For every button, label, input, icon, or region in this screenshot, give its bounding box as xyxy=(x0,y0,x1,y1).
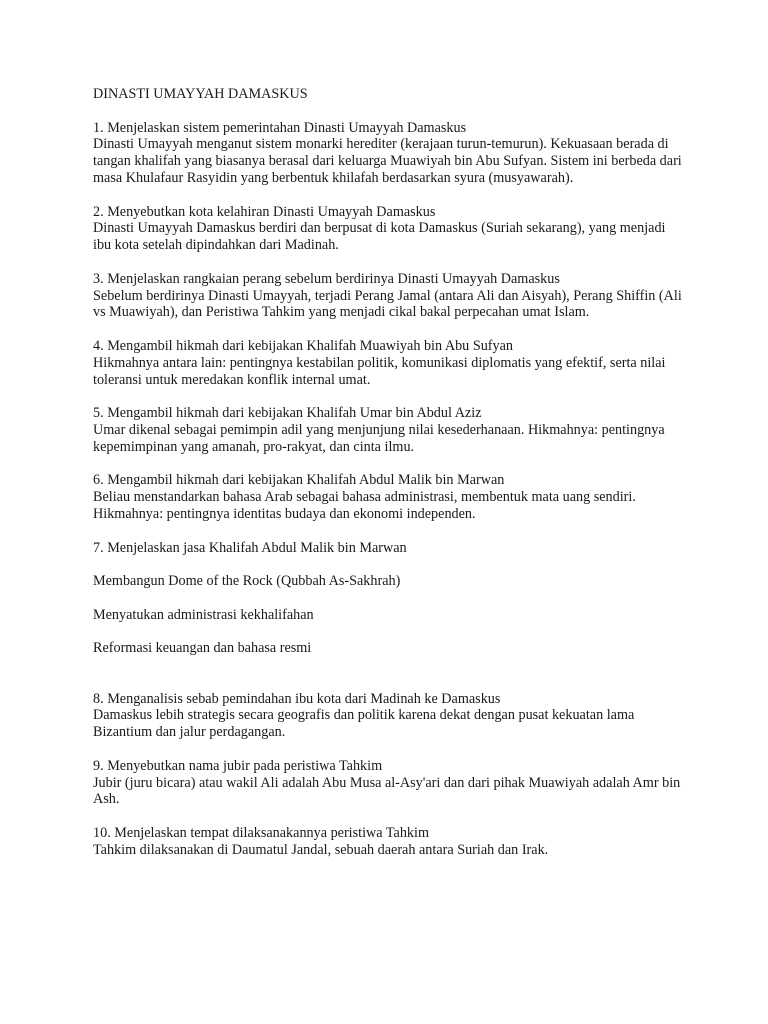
section-heading: 7. Menjelaskan jasa Khalifah Abdul Malik bin Marwan xyxy=(93,539,407,556)
section-2 xyxy=(93,204,683,254)
list-item: Reformasi keuangan dan bahasa resmi xyxy=(93,640,312,657)
section-body: Dinasti Umayyah Damaskus berdiri dan berpusat di kota Damaskus (Suriah sekarang), yang menjadi ibu kota setelah dipindahkan dari Madinah. xyxy=(93,220,666,254)
section-6 xyxy=(93,472,683,522)
list-item: Membangun Dome of the Rock (Qubbah As-Sakhrah) xyxy=(93,573,401,590)
section-body: Sebelum berdirinya Dinasti Umayyah, terjadi Perang Jamal (antara Ali dan Aisyah), Perang Shiffin (Ali vs Muawiyah), dan Peristiwa Tahkim yang menjadi cikal bakal perpecahan umat Islam. xyxy=(93,287,682,321)
section-heading: 5. Mengambil hikmah dari kebijakan Khalifah Umar bin Abdul Aziz xyxy=(93,405,482,422)
section-heading: 3. Menjelaskan rangkaian perang sebelum berdirinya Dinasti Umayyah Damaskus xyxy=(93,270,560,287)
list-item: Menyatukan administrasi kekhalifahan xyxy=(93,606,314,623)
section-body: Jubir (juru bicara) atau wakil Ali adalah Abu Musa al-Asy'ari dan dari pihak Muawiyah adalah Amr bin Ash. xyxy=(93,774,681,808)
blank-line xyxy=(93,674,683,691)
section-9 xyxy=(93,758,683,808)
section-heading: 6. Mengambil hikmah dari kebijakan Khalifah Abdul Malik bin Marwan xyxy=(93,472,505,489)
section-body: Dinasti Umayyah menganut sistem monarki herediter (kerajaan turun-temurun). Kekuasaan berada di tangan khalifah yang biasanya berasal dari keluarga Muawiyah bin Abu Sufyan. Sistem ini berbeda dari masa Khulafaur Rasyidin yang berbentuk khilafah berdasarkan syura (musyawarah). xyxy=(93,136,682,186)
section-heading: 9. Menyebutkan nama jubir pada peristiwa Tahkim xyxy=(93,757,383,774)
section-8 xyxy=(93,691,683,741)
section-body: Hikmahnya antara lain: pentingnya kestabilan politik, komunikasi diplomatis yang efektif, serta nilai toleransi untuk meredakan konflik internal umat. xyxy=(93,354,666,388)
section-4 xyxy=(93,338,683,388)
section-heading: 10. Menjelaskan tempat dilaksanakannya peristiwa Tahkim xyxy=(93,825,429,842)
section-heading: 4. Mengambil hikmah dari kebijakan Khalifah Muawiyah bin Abu Sufyan xyxy=(93,337,514,354)
section-heading: 1. Menjelaskan sistem pemerintahan Dinasti Umayyah Damaskus xyxy=(93,119,467,136)
document-title: DINASTI UMAYYAH DAMASKUS xyxy=(93,86,308,102)
section-7 xyxy=(93,540,683,557)
document-page xyxy=(93,86,683,875)
section-heading: 2. Menyebutkan kota kelahiran Dinasti Umayyah Damaskus xyxy=(93,203,436,220)
section-10 xyxy=(93,825,683,859)
section-body: Tahkim dilaksanakan di Daumatul Jandal, sebuah daerah antara Suriah dan Irak. xyxy=(93,841,549,858)
section-heading: 8. Menganalisis sebab pemindahan ibu kota dari Madinah ke Damaskus xyxy=(93,690,501,707)
section-5 xyxy=(93,405,683,455)
section-1 xyxy=(93,120,683,187)
section-body: Beliau menstandarkan bahasa Arab sebagai bahasa administrasi, membentuk mata uang sendiri. Hikmahnya: pentingnya identitas budaya dan ekonomi independen. xyxy=(93,489,636,522)
section-body: Umar dikenal sebagai pemimpin adil yang menjunjung nilai kesederhanaan. Hikmahnya: pentingnya kepemimpinan yang amanah, pro-rakyat, dan cinta ilmu. xyxy=(93,421,665,455)
jasa-list xyxy=(93,573,683,657)
section-3 xyxy=(93,271,683,321)
section-body: Damaskus lebih strategis secara geografis dan politik karena dekat dengan pusat kekuatan lama Bizantium dan jalur perdagangan. xyxy=(93,707,635,741)
